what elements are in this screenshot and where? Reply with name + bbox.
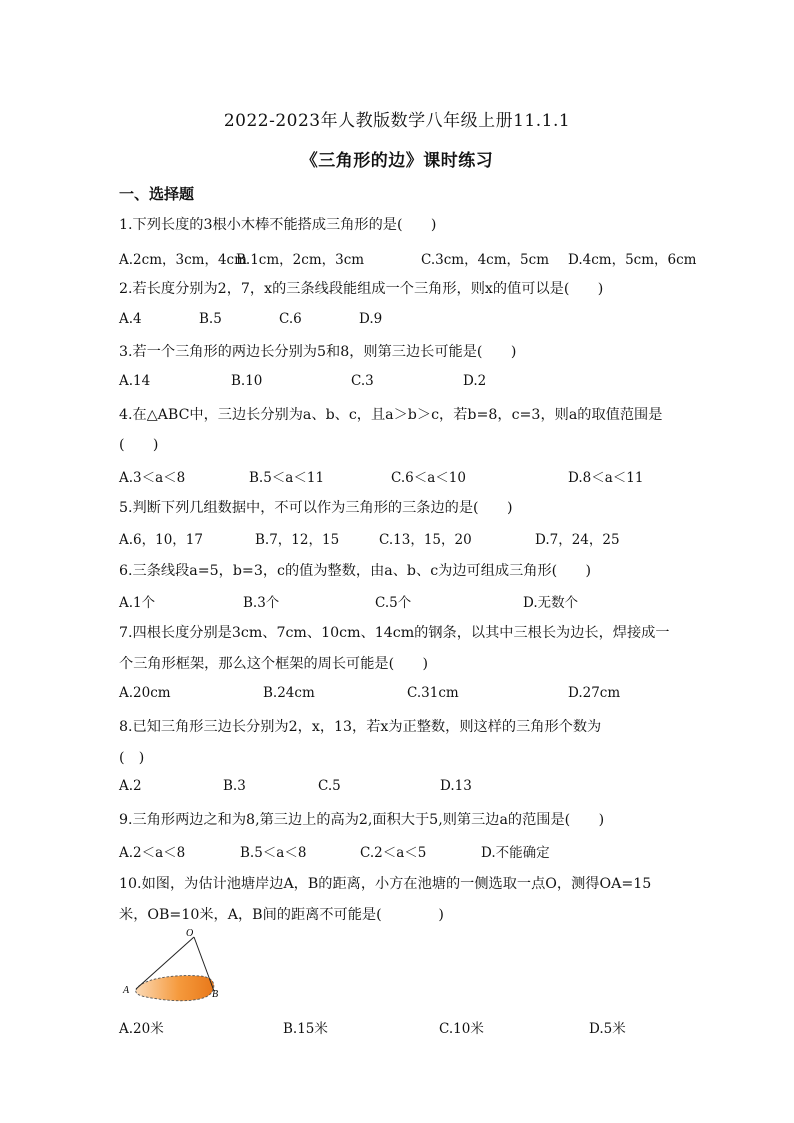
- option-a: A.4: [119, 311, 142, 327]
- pond-triangle-figure: [118, 923, 238, 1007]
- option-d: D.8＜a＜11: [568, 470, 644, 486]
- option-b: B.5＜a＜11: [249, 470, 325, 486]
- option-b: B.15米: [283, 1021, 328, 1037]
- option-b: B.1cm，2cm，3cm: [236, 252, 365, 268]
- question-10-text: 米，OB=10米，A，B间的距离不可能是( ): [119, 907, 444, 923]
- question-5-text: 5.判断下列几组数据中，不可以作为三角形的三条边的是( ): [119, 500, 513, 516]
- option-c: C.3: [351, 373, 374, 389]
- option-a: A.1个: [119, 595, 156, 611]
- option-d: D.4cm，5cm，6cm: [568, 252, 697, 268]
- option-a: A.3＜a＜8: [119, 470, 186, 486]
- option-c: C.5个: [375, 595, 412, 611]
- option-d: D.无数个: [523, 595, 579, 611]
- question-2-text: 2.若长度分别为2，7，x的三条线段能组成一个三角形，则x的值可以是( ): [119, 281, 604, 297]
- option-b: B.10: [231, 373, 263, 389]
- question-9-text: 9.三角形两边之和为8,第三边上的高为2,面积大于5,则第三边a的范围是( ): [119, 812, 605, 828]
- option-d: D.2: [463, 373, 487, 389]
- option-a: A.2＜a＜8: [119, 845, 186, 861]
- point-a-label: A: [123, 985, 130, 996]
- point-b-label: B: [212, 989, 219, 1000]
- option-c: C.6＜a＜10: [391, 470, 466, 486]
- option-d: D.不能确定: [481, 845, 550, 861]
- question-10-text: 10.如图，为估计池塘岸边A，B的距离，小方在池塘的一侧选取一点O，测得OA=15: [119, 876, 652, 892]
- question-8-text: 8.已知三角形三边长分别为2，x，13，若x为正整数，则这样的三角形个数为: [119, 719, 602, 735]
- option-c: C.6: [279, 311, 302, 327]
- option-c: C.3cm，4cm，5cm: [421, 252, 549, 268]
- option-c: C.5: [318, 778, 341, 794]
- title-line-1: 2022-2023年人教版数学八年级上册11.1.1: [223, 111, 571, 131]
- option-c: C.31cm: [407, 685, 459, 701]
- question-6-text: 6.三条线段a=5，b=3，c的值为整数，由a、b、c为边可组成三角形( ): [119, 563, 592, 579]
- option-c: C.13，15，20: [379, 532, 472, 548]
- question-4-text: 4.在△ABC中，三边长分别为a、b、c，且a＞b＞c，若b=8，c=3，则a的取值范围是: [119, 407, 663, 423]
- option-d: D.5米: [589, 1021, 626, 1037]
- section-heading: 一、选择题: [119, 185, 195, 203]
- title-line-2: 《三角形的边》课时练习: [300, 151, 494, 171]
- option-c: C.10米: [439, 1021, 484, 1037]
- question-7-text: 7.四根长度分别是3cm、7cm、10cm、14cm的钢条，以其中三根长为边长，焊接成一: [119, 625, 670, 641]
- option-a: A.2: [119, 778, 142, 794]
- option-b: B.5＜a＜8: [240, 845, 307, 861]
- question-1-text: 1.下列长度的3根小木棒不能搭成三角形的是( ): [119, 217, 437, 233]
- option-d: D.7，24，25: [535, 532, 620, 548]
- option-a: A.14: [119, 373, 151, 389]
- option-b: B.5: [199, 311, 222, 327]
- option-a: A.20cm: [119, 685, 171, 701]
- option-b: B.7，12，15: [255, 532, 340, 548]
- option-b: B.3: [223, 778, 246, 794]
- point-o-label: O: [186, 928, 194, 939]
- option-b: B.3个: [243, 595, 280, 611]
- option-a: A.6，10，17: [119, 532, 203, 548]
- question-4-text: ( ): [119, 437, 159, 453]
- option-d: D.27cm: [568, 685, 621, 701]
- option-c: C.2＜a＜5: [360, 845, 427, 861]
- option-a: A.2cm，3cm，4cm: [119, 252, 247, 268]
- option-d: D.13: [440, 778, 472, 794]
- question-7-text: 个三角形框架，那么这个框架的周长可能是( ): [119, 656, 429, 672]
- question-8-text: ( ): [119, 750, 145, 766]
- option-b: B.24cm: [263, 685, 315, 701]
- option-a: A.20米: [119, 1021, 164, 1037]
- question-3-text: 3.若一个三角形的两边长分别为5和8，则第三边长可能是( ): [119, 344, 517, 360]
- option-d: D.9: [359, 311, 383, 327]
